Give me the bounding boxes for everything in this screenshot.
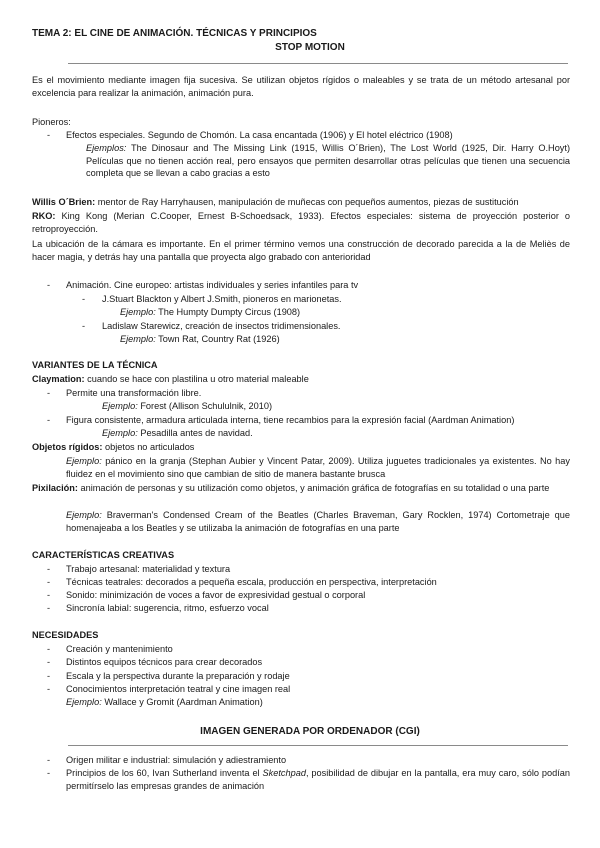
animacion-sub1: J.Stuart Blackton y Albert J.Smith, pioneros en marionetas. (102, 294, 342, 304)
section-title-cgi: IMAGEN GENERADA POR ORDENADOR (CGI) (200, 726, 420, 737)
bullet-dash: - (82, 321, 86, 331)
example-text: The Dinosaur and The Missing Link (1915, Willis O´Brien), The Lost World (1925, Dir. Harry O.Hoyt) Películas que no tienen acción real, pero ensayos que permiten desarrollar otras películas que tienen una secuencia completa que se llevan a cabo gracias a esto (86, 143, 571, 179)
claymation-text: cuando se hace con plastilina u otro material maleable (87, 374, 309, 384)
example-label: Ejemplo: (120, 307, 156, 317)
bullet-dash: - (47, 577, 51, 587)
claymation-example (102, 400, 272, 413)
claymation-example (102, 427, 253, 440)
pixilacion-example (66, 509, 570, 534)
claymation-line (32, 373, 309, 386)
section-title-stop-motion: STOP MOTION (275, 42, 345, 53)
objetos-label: Objetos rígidos: (32, 442, 103, 452)
list-item: Creación y mantenimiento (66, 644, 173, 654)
necesidades-heading: NECESIDADES (32, 630, 99, 640)
bullet-dash: - (47, 280, 51, 290)
bullet-dash: - (47, 415, 51, 425)
list-item: Conocimientos interpretación teatral y cine imagen real (66, 684, 291, 694)
bullet-dash: - (47, 603, 51, 613)
obrien-text: mentor de Ray Harryhausen, manipulación de muñecas con pequeños aumentos, piezas de sustitución (97, 197, 519, 207)
bullet-dash: - (47, 657, 51, 667)
objetos-text: objetos no articulados (105, 442, 195, 452)
bullet-dash: - (47, 590, 51, 600)
claymation-label: Claymation: (32, 374, 85, 384)
example-label: Ejemplo: (66, 510, 102, 520)
bullet-dash: - (47, 768, 51, 778)
obrien-label: Willis O´Brien: (32, 197, 96, 207)
example-text: Pesadilla antes de navidad. (140, 428, 253, 438)
claymation-item: Figura consistente, armadura articulada interna, tiene recambios para la expresión facial (Aardman Animation) (66, 415, 515, 425)
caracteristicas-heading: CARACTERÍSTICAS CREATIVAS (32, 550, 175, 560)
objetos-line (32, 441, 194, 454)
example-text: pánico en la granja (Stephan Aubier y Vincent Patar, 2009). Utiliza juguetes tradicionales ya existentes. No hay fluidez en el movimiento sino que cambian de sitio de manera bastante brusca (66, 456, 570, 479)
pixilacion-label: Pixilación: (32, 483, 78, 493)
obrien-line (32, 196, 519, 209)
objetos-example (66, 455, 570, 480)
page-title: TEMA 2: EL CINE DE ANIMACIÓN. TÉCNICAS Y PRINCIPIOS (32, 28, 317, 39)
list-item: Sonido: minimización de voces a favor de expresividad gestual o corporal (66, 590, 366, 600)
claymation-item: Permite una transformación libre. (66, 388, 202, 398)
bullet-dash: - (47, 388, 51, 398)
bullet-dash: - (47, 130, 51, 140)
list-item: Técnicas teatrales: decorados a pequeña escala, producción en perspectiva, interpretación (66, 577, 437, 587)
example-label: Ejemplo: (66, 697, 102, 707)
cgi-item (66, 767, 570, 792)
bullet-dash: - (47, 755, 51, 765)
pixilacion-text: animación de personas y su utilización como objetos, y animación gráfica de fotografías en su totalidad o una parte (80, 483, 550, 493)
list-item: Distintos equipos técnicos para crear decorados (66, 657, 263, 667)
necesidades-example (66, 696, 263, 709)
bullet-dash: - (47, 644, 51, 654)
bullet-dash: - (47, 564, 51, 574)
sketchpad-term: Sketchpad (262, 768, 306, 778)
list-item: Trabajo artesanal: materialidad y textura (66, 564, 231, 574)
variantes-heading: VARIANTES DE LA TÉCNICA (32, 360, 158, 370)
list-item: Sincronía labial: sugerencia, ritmo, esfuerzo vocal (66, 603, 269, 613)
cgi-item: Origen militar e industrial: simulación y adiestramiento (66, 755, 287, 765)
list-item: Escala y la perspectiva durante la preparación y rodaje (66, 671, 290, 681)
example-label: Ejemplo: (102, 428, 138, 438)
animacion-sub1-example (120, 306, 300, 319)
rko-text: King Kong (Merian C.Cooper, Ernest B-Schoedsack, 1933). Efectos especiales: sistema de proyección posterior o retroproyección. (32, 211, 570, 234)
pioneros-heading: Pioneros: (32, 117, 71, 127)
pioneros-item: Efectos especiales. Segundo de Chomón. La casa encantada (1906) y El hotel eléctrico (1908) (66, 130, 453, 140)
example-label: Ejemplo: (66, 456, 102, 466)
cgi-item-text: , posibilidad de dibujar en la pantalla, era muy caro, sólo podían permitírselo las empresas grandes de animación (66, 768, 570, 791)
example-text: The Humpty Dumpty Circus (1908) (158, 307, 301, 317)
animacion-item: Animación. Cine europeo: artistas individuales y series infantiles para tv (66, 280, 359, 290)
pixilacion-paragraph (32, 482, 570, 495)
example-text: Town Rat, Country Rat (1926) (158, 334, 280, 344)
camara-paragraph: La ubicación de la cámara es importante. En el primer término vemos una construcción de decorado parecida a la de Meliès de hacer magia, y detrás hay una pantalla que proyecta algo grabado con anterioridad (32, 239, 570, 262)
rko-paragraph (32, 210, 570, 235)
divider-line (68, 745, 568, 746)
cgi-item-text: Principios de los 60, Ivan Sutherland inventa el (66, 768, 263, 778)
example-text: Braverman's Condensed Cream of the Beatles (Charles Braveman, Gary Rocklen, 1974) Cortometraje que homenajeaba a los Beatles y se utilizaba la animación de fotografías en una parte (66, 510, 570, 533)
animacion-sub2-example (120, 333, 280, 346)
bullet-dash: - (47, 684, 51, 694)
pioneros-examples (86, 142, 570, 180)
example-label: Ejemplos: (86, 143, 127, 153)
rko-label: RKO: (32, 211, 56, 221)
intro-paragraph: Es el movimiento mediante imagen fija sucesiva. Se utilizan objetos rígidos o maleables y se trata de un método artesanal por excelencia para realizar la animación, animación pura. (32, 75, 570, 98)
divider-line (68, 63, 568, 64)
bullet-dash: - (47, 671, 51, 681)
example-label: Ejemplo: (120, 334, 156, 344)
bullet-dash: - (82, 294, 86, 304)
animacion-sub2: Ladislaw Starewicz, creación de insectos tridimensionales. (102, 321, 341, 331)
example-text: Forest (Allison Schululnik, 2010) (140, 401, 273, 411)
example-label: Ejemplo: (102, 401, 138, 411)
example-text: Wallace y Gromit (Aardman Animation) (104, 697, 263, 707)
